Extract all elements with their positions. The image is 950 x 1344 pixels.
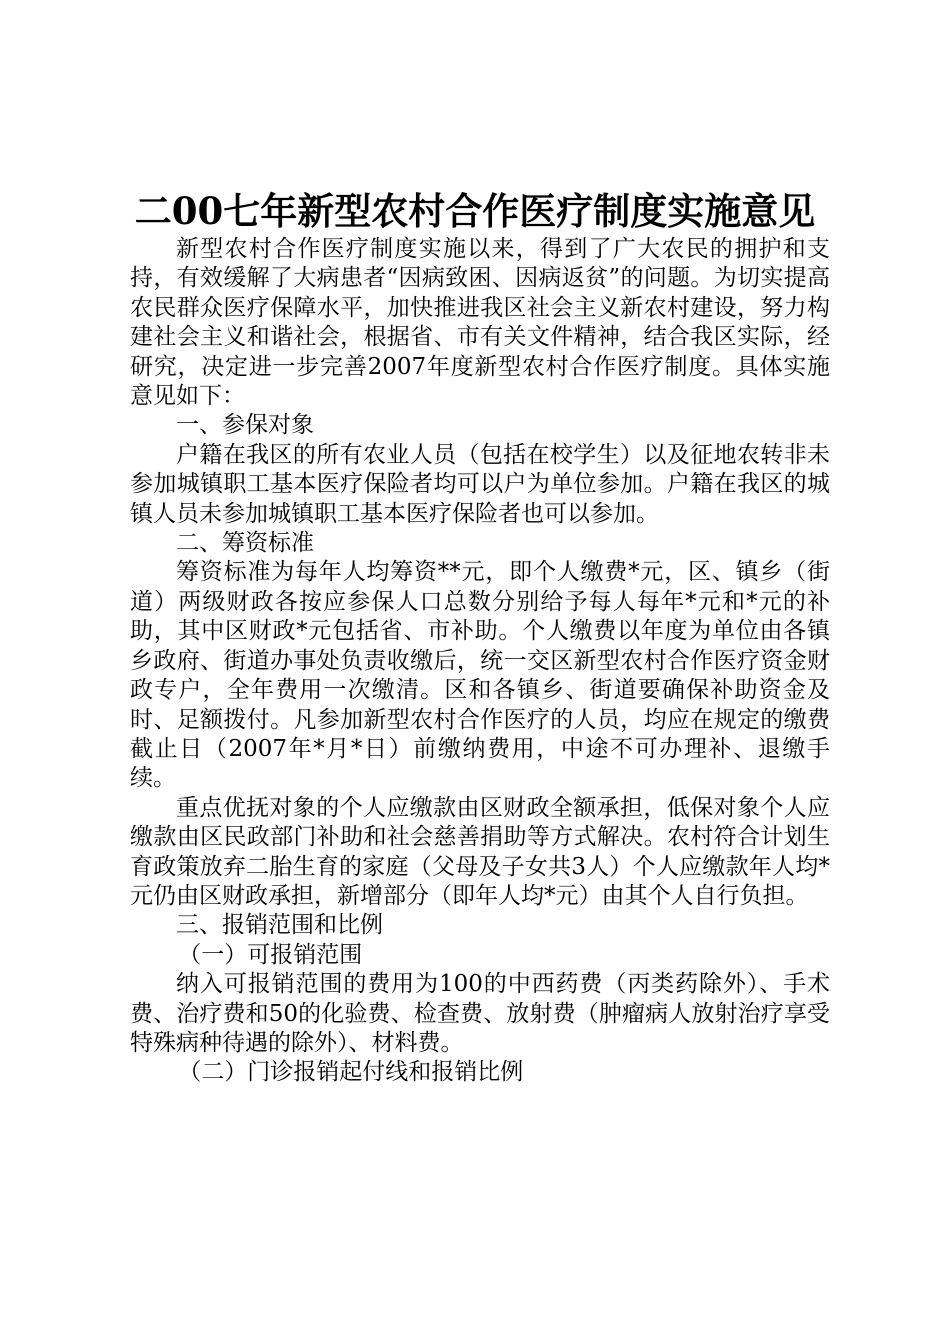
document-title: 二00七年新型农村合作医疗制度实施意见 — [134, 189, 816, 233]
section-3-heading: 三、报销范围和比例 — [176, 912, 383, 939]
document-body — [130, 235, 830, 1088]
section-3-subheading-2: （二）门诊报销起付线和报销比例 — [178, 1059, 524, 1086]
section-1-heading: 一、参保对象 — [176, 412, 314, 439]
section-2-paragraph-2: 重点优抚对象的个人应缴款由区财政全额承担，低保对象个人应缴款由区民政部门补助和社会慈善捐助等方式解决。农村符合计划生育政策放弃二胎生育的家庭（父母及子女共3人）个人应缴款年人均*元仍由区财政承担，新增部分（即年人均*元）由其个人自行负担。 — [130, 794, 830, 909]
intro-paragraph: 新型农村合作医疗制度实施以来，得到了广大农民的拥护和支持，有效缓解了大病患者“因病致困、因病返贫”的问题。为切实提高农民群众医疗保障水平，加快推进我区社会主义新农村建设，努力构建社会主义和谐社会，根据省、市有关文件精神，结合我区实际，经研究，决定进一步完善2007年度新型农村合作医疗制度。具体实施意见如下： — [130, 236, 830, 410]
section-3-paragraph-1: 纳入可报销范围的费用为100的中西药费（丙类药除外）、手术费、治疗费和50的化验费、检查费、放射费（肿瘤病人放射治疗享受特殊病种待遇的除外）、材料费。 — [130, 971, 830, 1056]
section-2-heading: 二、筹资标准 — [176, 530, 314, 557]
section-3-subheading-1: （一）可报销范围 — [178, 941, 363, 968]
section-1-paragraph: 户籍在我区的所有农业人员（包括在校学生）以及征地农转非未参加城镇职工基本医疗保险者均可以户为单位参加。户籍在我区的城镇人员未参加城镇职工基本医疗保险者也可以参加。 — [130, 441, 830, 527]
section-2-paragraph-1: 筹资标准为每年人均筹资**元，即个人缴费*元，区、镇乡（街道）两级财政各按应参保人口总数分别给予每人每年*元和*元的补助，其中区财政*元包括省、市补助。个人缴费以年度为单位由各镇乡政府、街道办事处负责收缴后，统一交区新型农村合作医疗资金财政专户，全年费用一次缴清。区和各镇乡、街道要确保补助资金及时、足额拨付。凡参加新型农村合作医疗的人员，均应在规定的缴费截止日（2007年*月*日）前缴纳费用，中途不可办理补、退缴手续。 — [130, 559, 830, 792]
